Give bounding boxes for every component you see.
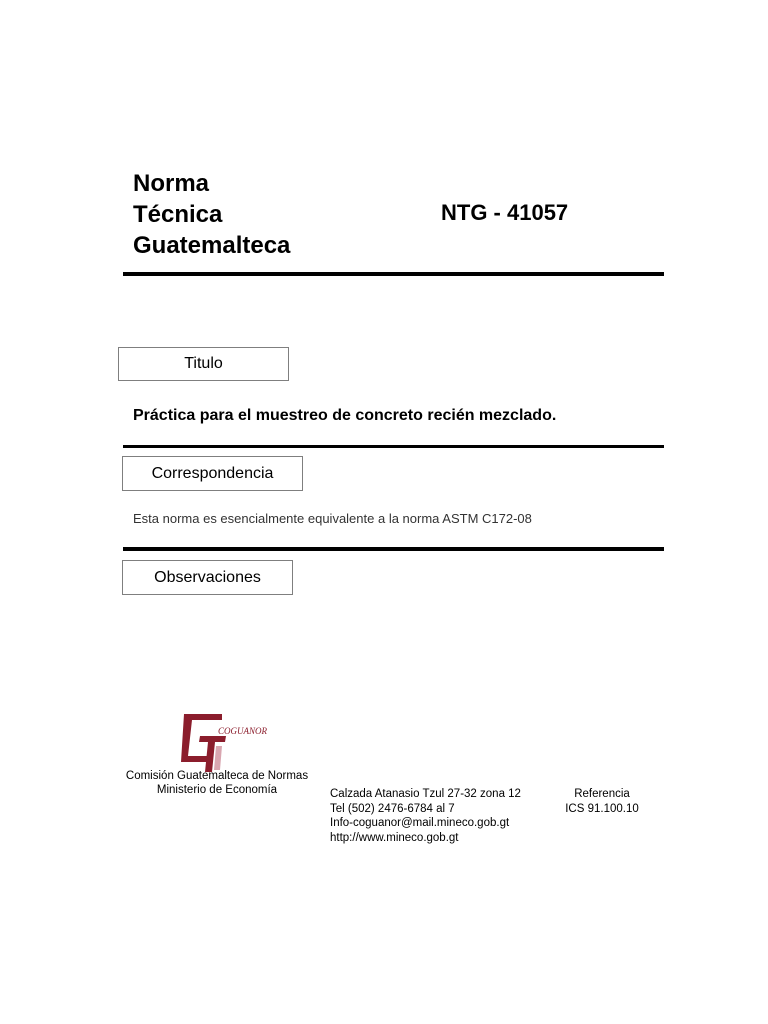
title-line-2: Técnica (133, 201, 223, 228)
reference-label: Referencia (574, 788, 630, 800)
divider-middle (123, 445, 664, 448)
observaciones-label-box (122, 560, 293, 595)
logo-text: COGUANOR (218, 726, 267, 736)
coguanor-logo (178, 712, 267, 774)
titulo-label: Titulo (184, 355, 223, 372)
contact-address: Calzada Atanasio Tzul 27-32 zona 12 (330, 788, 521, 800)
divider-lower (123, 547, 664, 551)
correspondencia-label: Correspondencia (151, 464, 274, 482)
logo-t-stem (205, 742, 215, 772)
contact-phone: Tel (502) 2476-6784 al 7 (330, 802, 455, 815)
title-line-1: Norma (133, 170, 210, 197)
reference-block (556, 787, 648, 816)
org-line-2: Ministerio de Economía (156, 784, 278, 796)
document-title (133, 168, 290, 261)
logo-t-bar (199, 736, 226, 742)
contact-email: Info-coguanor@mail.mineco.gob.gt (330, 817, 510, 829)
norm-code: NTG - 41057 (441, 200, 569, 225)
correspondencia-text: Esta norma es esencialmente equivalente a la norma ASTM C172-08 (133, 511, 532, 526)
contact-info (330, 787, 521, 845)
reference-value: ICS 91.100.10 (565, 802, 639, 815)
org-line-1: Comisión Guatemalteca de Normas (125, 770, 309, 782)
correspondencia-label-box (122, 456, 303, 491)
organization (118, 769, 316, 797)
contact-website: http://www.mineco.gob.gt (330, 831, 459, 844)
norm-title-text: Práctica para el muestreo de concreto recién mezclado. (133, 407, 557, 424)
logo-accent (214, 746, 222, 770)
titulo-label-box (118, 347, 289, 381)
observaciones-label: Observaciones (154, 568, 261, 586)
divider-top (123, 272, 664, 276)
title-line-3: Guatemalteca (133, 232, 291, 259)
